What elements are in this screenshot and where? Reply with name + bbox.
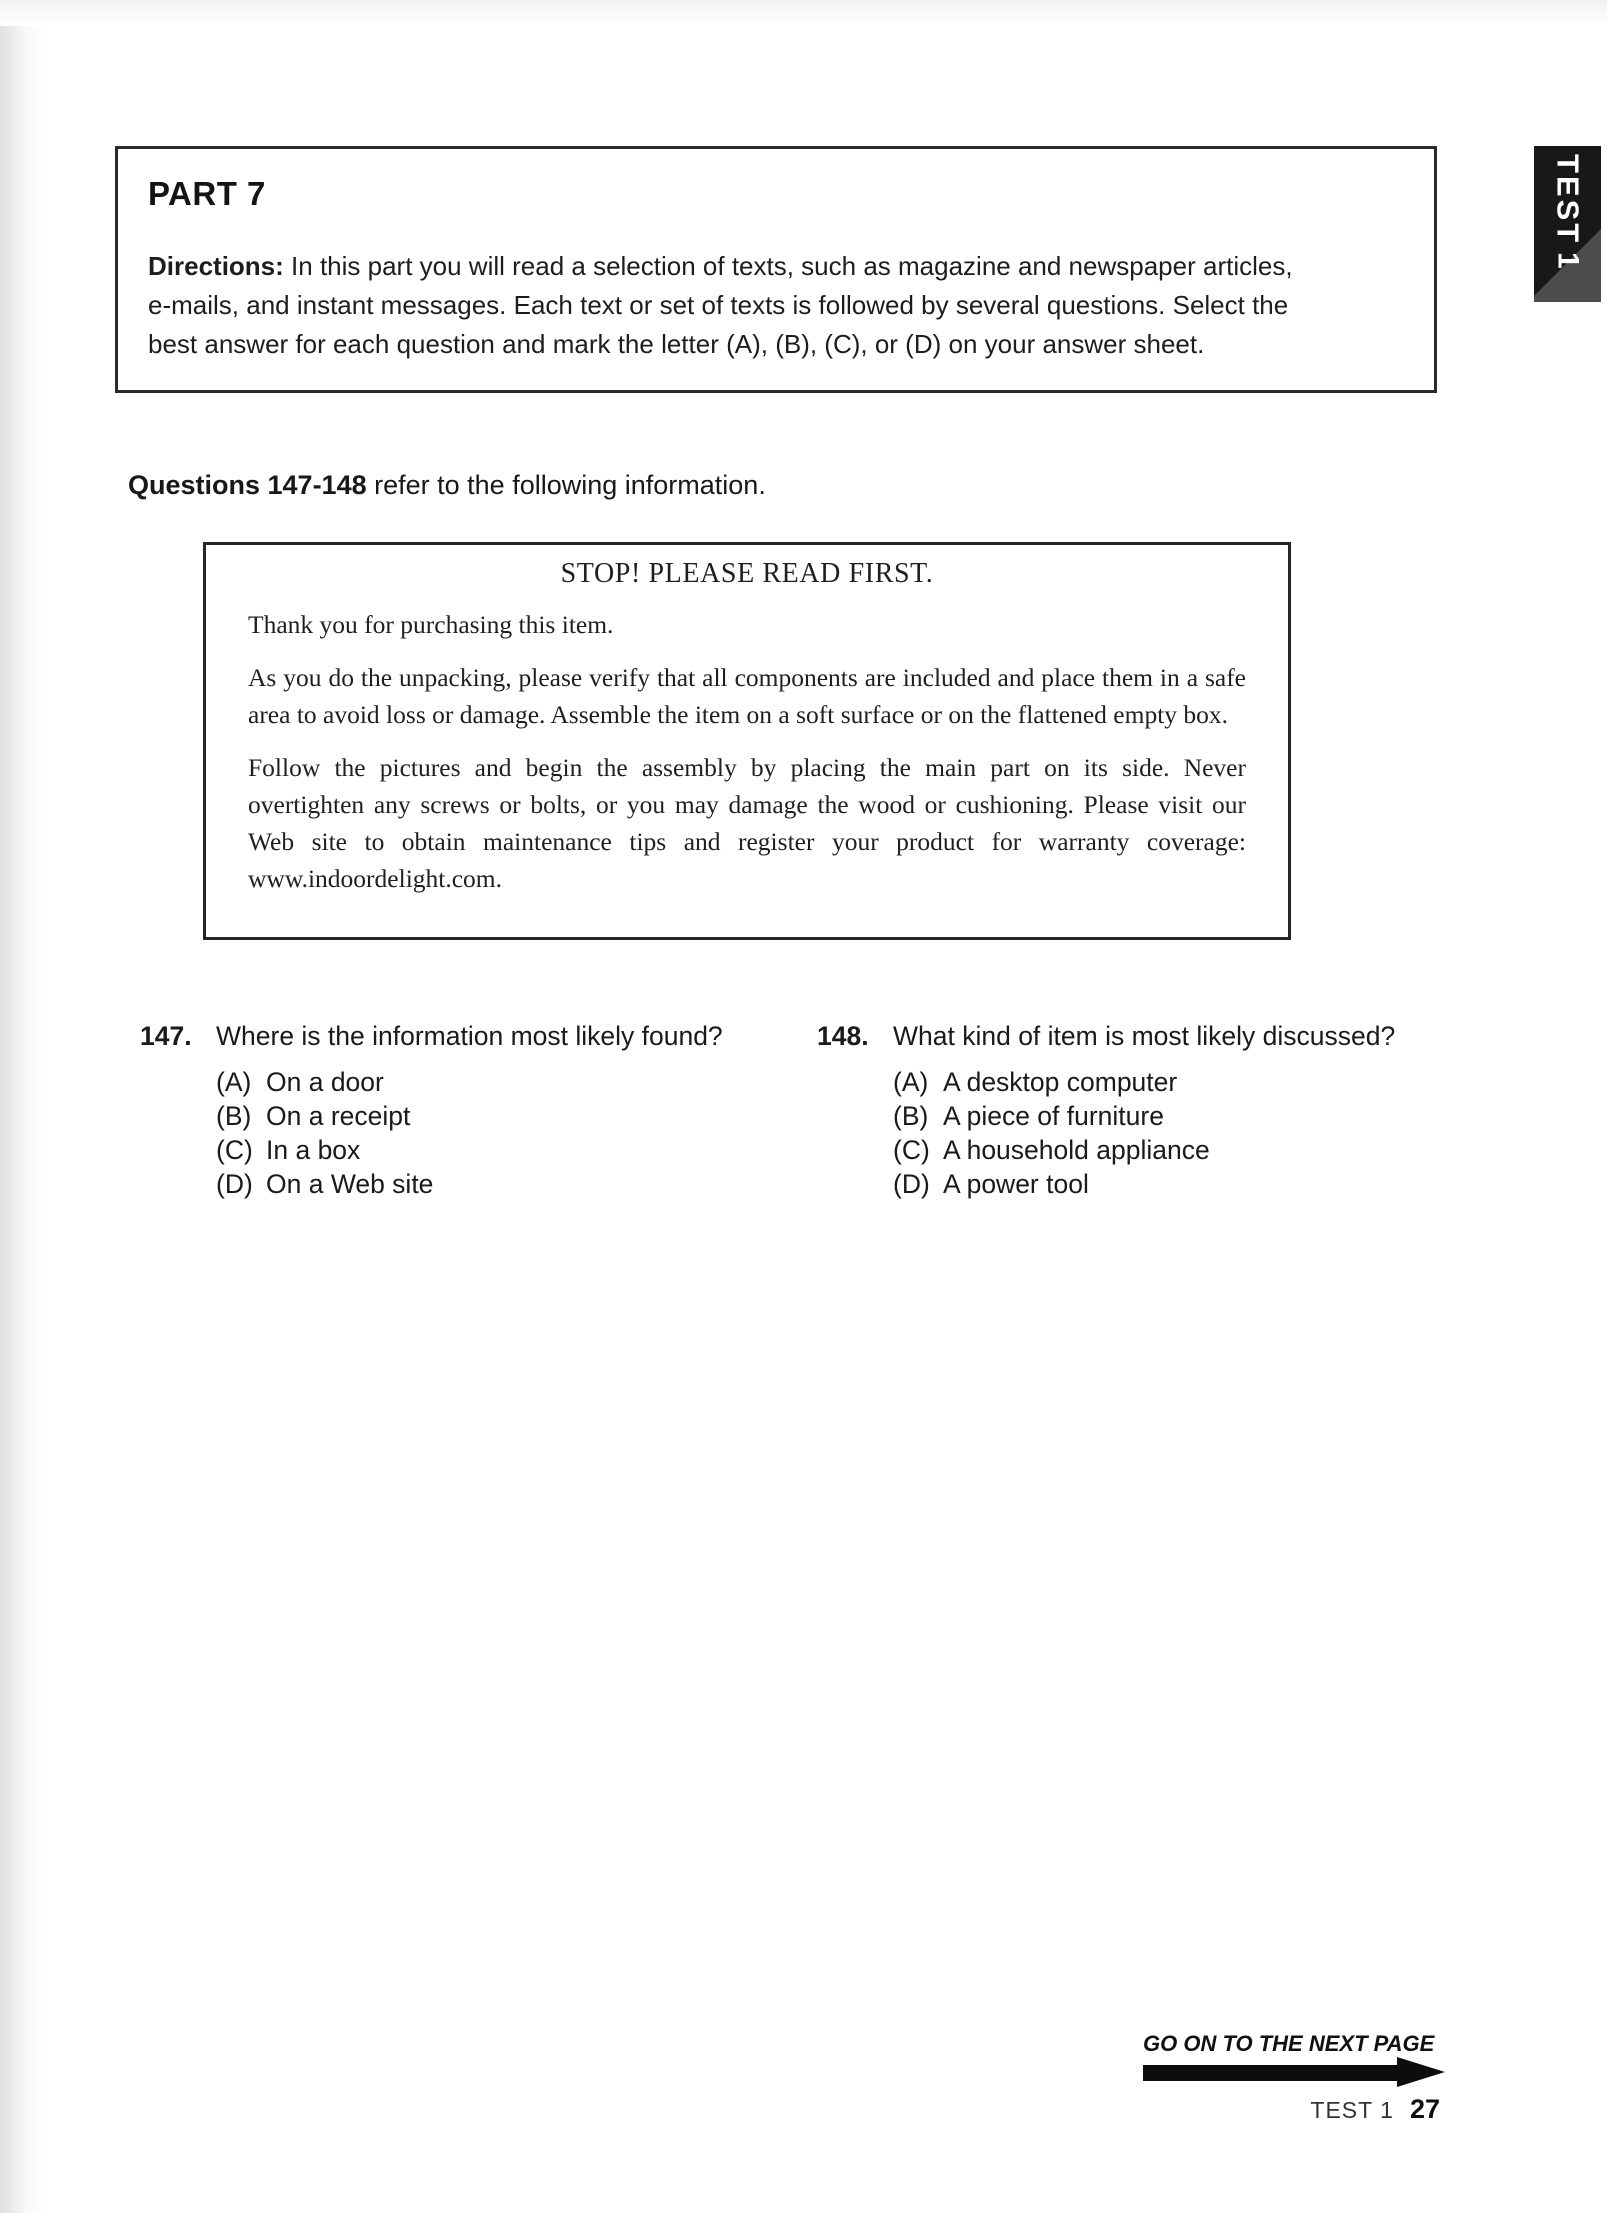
option-147-b-text: On a receipt [266, 1101, 411, 1131]
option-148-c-letter: (C) [893, 1135, 930, 1165]
option-147-c-text: In a box [266, 1135, 361, 1165]
arrow-head [1397, 2057, 1445, 2087]
directions-line-1-text: In this part you will read a selection of texts, such as magazine and newspaper articles, [283, 251, 1293, 281]
directions-paragraph [148, 247, 1404, 364]
go-on-next-page-label: GO ON TO THE NEXT PAGE [1143, 2031, 1435, 2056]
question-148 [817, 1021, 1395, 1201]
passage-paragraph-2: As you do the unpacking, please verify that all components are included and place them in a safe area to avoid loss or damage. Assemble the item on a soft surface or on the flattened empty box. [248, 663, 1246, 729]
option-148-b [893, 1099, 1395, 1133]
side-tab-test-label: TEST [1550, 154, 1586, 246]
option-148-d-letter: (D) [893, 1169, 930, 1199]
option-147-a-text: On a door [266, 1067, 384, 1097]
option-148-a [893, 1065, 1395, 1099]
questions-reference-range: Questions 147-148 [128, 470, 367, 500]
question-148-number: 148. [817, 1021, 869, 1051]
option-147-d-letter: (D) [216, 1169, 253, 1199]
option-148-b-text: A piece of furniture [943, 1101, 1164, 1131]
questions-reference-rest: refer to the following information. [366, 470, 766, 500]
option-147-a-letter: (A) [216, 1067, 252, 1097]
part-title: PART 7 [148, 175, 266, 212]
directions-line-2: e-mails, and instant messages. Each text or set of texts is followed by several questions. Select the [148, 290, 1289, 320]
question-147-text: Where is the information most likely found? [216, 1021, 723, 1051]
option-148-a-text: A desktop computer [943, 1067, 1178, 1097]
question-148-options [893, 1065, 1395, 1201]
option-148-a-letter: (A) [893, 1067, 929, 1097]
questions-section [140, 1021, 1470, 1201]
test-1-side-tab [1534, 146, 1601, 302]
next-page-arrow-icon [1143, 2057, 1448, 2088]
questions-reference-line [128, 470, 766, 501]
option-148-d-text: A power tool [943, 1169, 1089, 1199]
option-147-a [216, 1065, 723, 1099]
question-147-body [216, 1021, 723, 1201]
reading-passage-box [203, 542, 1291, 940]
directions-label: Directions: [148, 251, 284, 281]
passage-paragraph-3: Follow the pictures and begin the assembly by placing the main part on its side. Never overtighten any screws or bolts, or you may damage the wood or cushioning. Please visit our Web site to obtain maintenance tips and register your product for warranty coverage: www.indoordelight.com. [248, 753, 1246, 893]
question-147-options [216, 1065, 723, 1201]
option-147-d [216, 1167, 723, 1201]
option-147-c-letter: (C) [216, 1135, 253, 1165]
option-147-c [216, 1133, 723, 1167]
option-148-b-letter: (B) [893, 1101, 929, 1131]
footer-page-number: 27 [1409, 2094, 1440, 2124]
arrow-shaft [1143, 2065, 1399, 2081]
directions-line-3: best answer for each question and mark the letter (A), (B), (C), or (D) on your answer sheet. [148, 329, 1205, 359]
option-148-c [893, 1133, 1395, 1167]
question-148-text: What kind of item is most likely discussed? [893, 1021, 1396, 1051]
option-148-c-text: A household appliance [943, 1135, 1210, 1165]
question-148-body [893, 1021, 1395, 1201]
option-147-b-letter: (B) [216, 1101, 252, 1131]
question-147-number: 147. [140, 1021, 192, 1051]
part7-directions-box [115, 146, 1437, 393]
question-148-column [817, 1021, 1395, 1201]
option-148-d [893, 1167, 1395, 1201]
passage-title: STOP! PLEASE READ FIRST. [560, 558, 934, 589]
side-tab-number: 1 [1551, 252, 1585, 269]
page-top-edge-shadow [0, 0, 1607, 26]
page-left-edge-shadow [0, 0, 44, 2213]
option-147-d-text: On a Web site [266, 1169, 434, 1199]
passage-paragraph-1: Thank you for purchasing this item. [248, 610, 614, 639]
question-147-column [140, 1021, 817, 1201]
option-147-b [216, 1099, 723, 1133]
page-footer [1230, 2094, 1440, 2125]
footer-test-label: TEST 1 [1310, 2097, 1394, 2123]
directions-line-1 [148, 247, 1404, 286]
question-147 [140, 1021, 817, 1201]
